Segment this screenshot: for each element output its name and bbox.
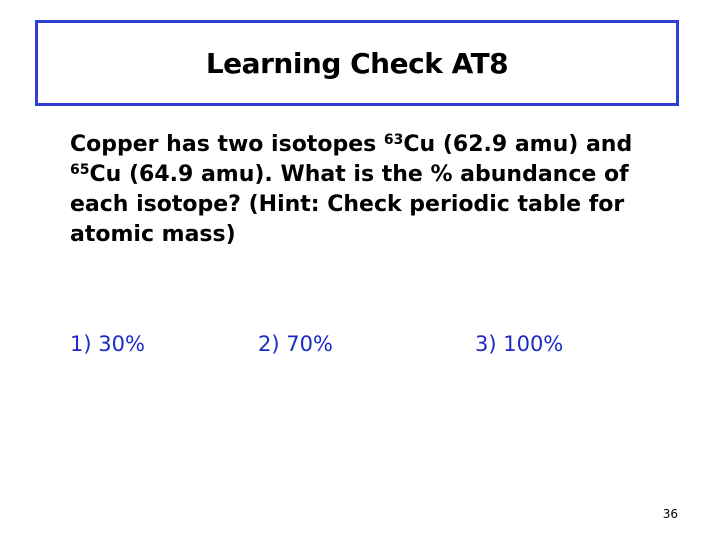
answer-option-2[interactable]: 2) 70% xyxy=(258,332,333,356)
answer-option-3[interactable]: 3) 100% xyxy=(475,332,564,356)
question-part-1: Copper has two isotopes xyxy=(70,132,384,157)
page-number: 36 xyxy=(662,507,678,521)
question-part-2: Cu (62.9 amu) and xyxy=(403,132,633,157)
question-part-3: Cu (64.9 amu). What is the % abundance of each isotope? (Hint: Check periodic table for atomic mass) xyxy=(70,162,629,247)
isotope-mass-65: 65 xyxy=(70,162,90,178)
question-text xyxy=(70,130,670,250)
isotope-mass-63: 63 xyxy=(383,132,404,148)
slide-title: Learning Check AT8 xyxy=(205,46,509,80)
answer-option-1[interactable]: 1) 30% xyxy=(70,332,145,356)
title-frame xyxy=(35,20,679,106)
